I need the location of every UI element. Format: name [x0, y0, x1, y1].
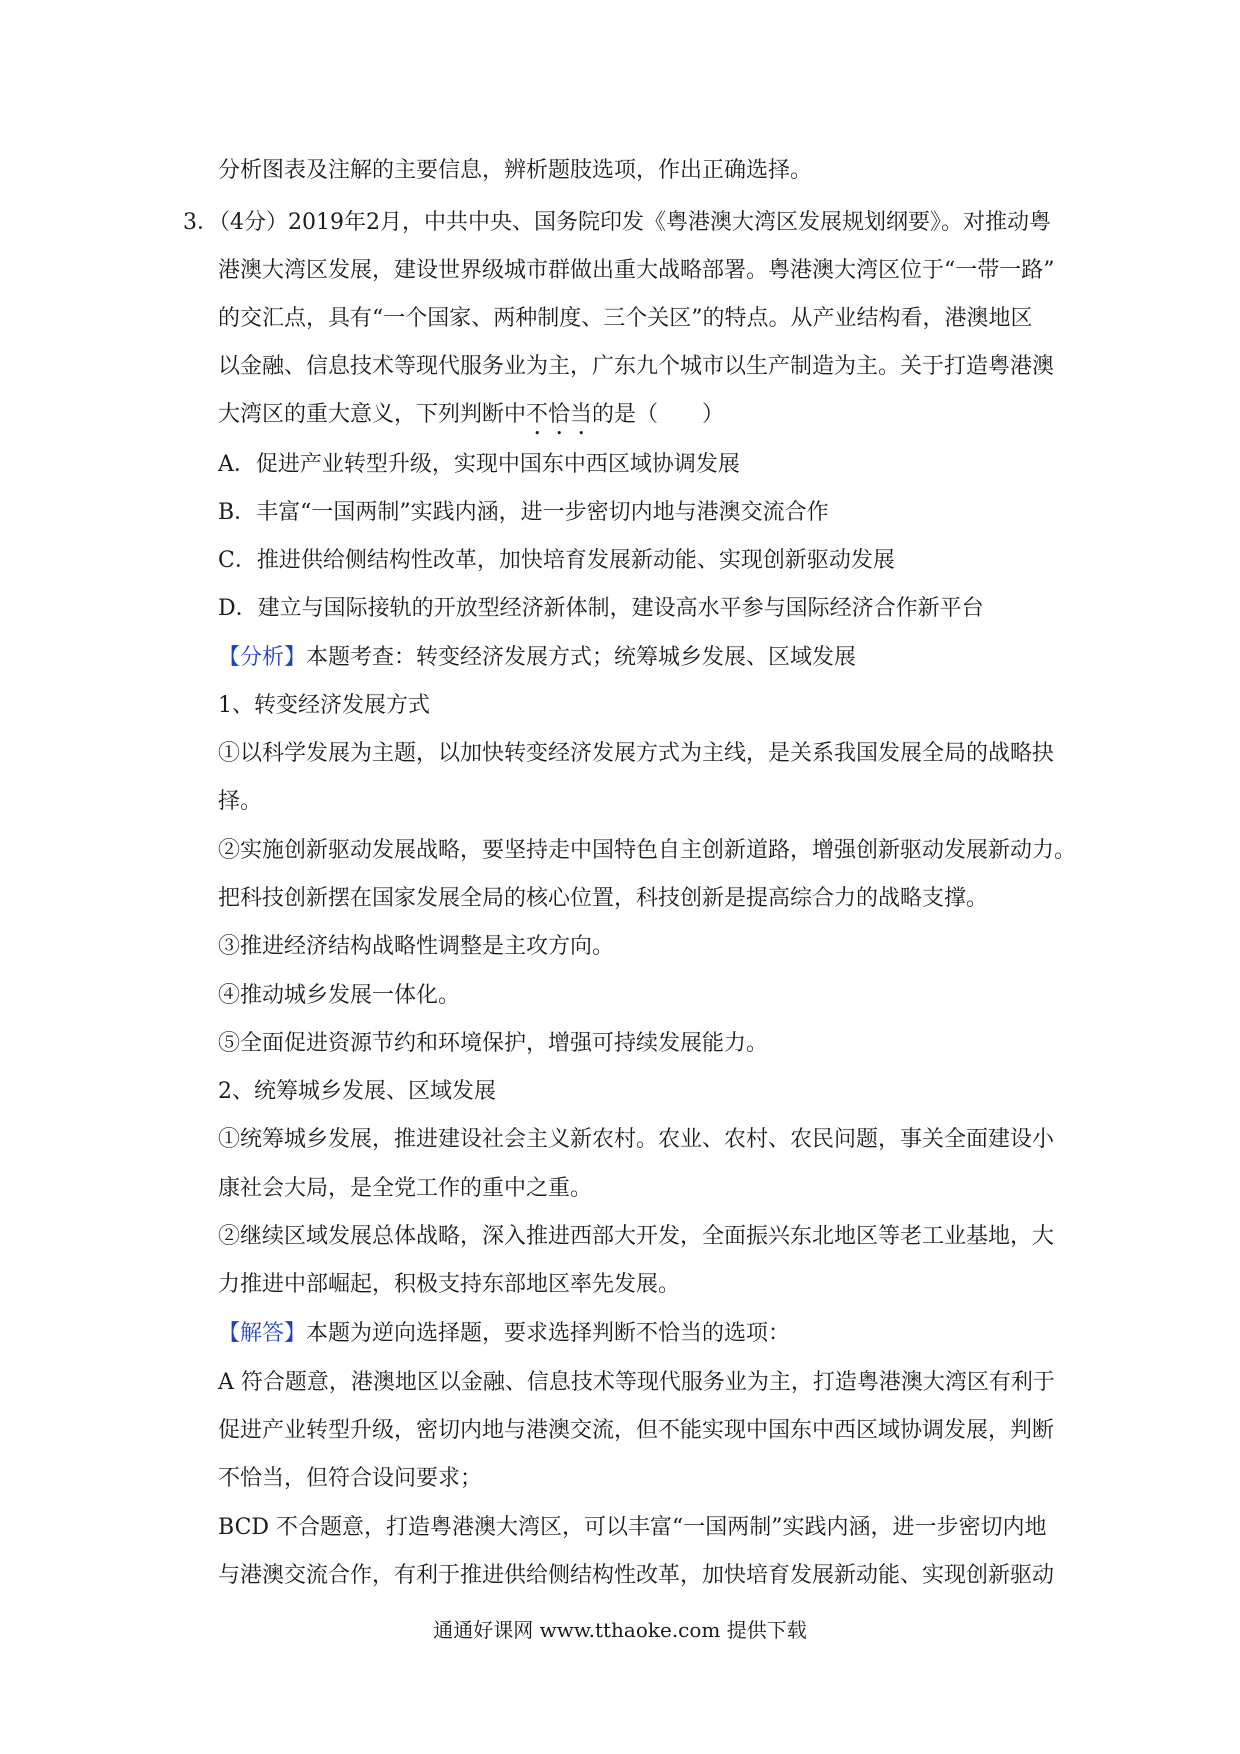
text-line: 择。: [218, 789, 263, 814]
text-line: ③推进经济结构战略性调整是主攻方向。: [218, 934, 615, 959]
text-line: 1、转变经济发展方式: [218, 693, 430, 718]
option-a: A．促进产业转型升级，实现中国东中西区域协调发展: [218, 452, 740, 477]
page-footer: 通通好课网 www.tthaoke.com 提供下载: [433, 1618, 807, 1642]
option-b: B．丰富“一国两制”实践内涵，进一步密切内地与港澳交流合作: [218, 500, 829, 525]
text-line: ②继续区域发展总体战略，深入推进西部大开发，全面振兴东北地区等老工业基地，大: [218, 1224, 1055, 1249]
text-line: 不恰当，但符合设问要求；: [218, 1466, 483, 1491]
text-line: BCD 不合题意，打造粤港澳大湾区，可以丰富“一国两制”实践内涵，进一步密切内地: [218, 1515, 1047, 1540]
question-stem-last-line: [218, 400, 1058, 440]
text-line: ④推动城乡发展一体化。: [218, 983, 461, 1008]
question-stem-line: 的交汇点，具有“一个国家、两种制度、三个关区”的特点。从产业结构看，港澳地区: [218, 306, 1033, 331]
analysis-tag: 【分析】: [218, 645, 307, 670]
question-stem-line: 3．（4分）2019年2月，中共中央、国务院印发《粤港澳大湾区发展规划纲要》。对推动粤: [183, 210, 1051, 235]
option-c: C．推进供给侧结构性改革，加快培育发展新动能、实现创新驱动发展: [218, 548, 895, 573]
text-line: 促进产业转型升级，密切内地与港澳交流，但不能实现中国东中西区域协调发展，判断: [218, 1418, 1055, 1443]
question-stem-line: 以金融、信息技术等现代服务业为主，广东九个城市以生产制造为主。关于打造粤港澳: [218, 354, 1055, 379]
option-d: D．建立与国际接轨的开放型经济新体制，建设高水平参与国际经济合作新平台: [218, 596, 984, 621]
answer-text: 本题为逆向选择题，要求选择判断不恰当的选项：: [306, 1321, 791, 1346]
answer-line: [218, 1319, 1058, 1349]
emphasized-text: 不恰当: [526, 402, 593, 427]
text-line: ⑤全面促进资源节约和环境保护，增强可持续发展能力。: [218, 1031, 769, 1056]
text-line: ②实施创新驱动发展战略，要坚持走中国特色自主创新道路，增强创新驱动发展新动力。: [218, 838, 1077, 863]
text-line: 2、统筹城乡发展、区域发展: [218, 1079, 496, 1104]
text-line: ①统筹城乡发展，推进建设社会主义新农村。农业、农村、农民问题，事关全面建设小: [218, 1127, 1055, 1152]
answer-tag: 【解答】: [218, 1321, 307, 1346]
stem-text: 大湾区的重大意义，下列判断中: [218, 402, 527, 427]
text-line: 分析图表及注解的主要信息，辨析题肢选项，作出正确选择。: [218, 158, 813, 183]
text-line: 力推进中部崛起，积极支持东部地区率先发展。: [218, 1272, 681, 1297]
text-line: 康社会大局，是全党工作的重中之重。: [218, 1176, 593, 1201]
question-stem-line: 港澳大湾区发展，建设世界级城市群做出重大战略部署。粤港澳大湾区位于“一带一路”: [218, 258, 1055, 283]
text-line: ①以科学发展为主题，以加快转变经济发展方式为主线，是关系我国发展全局的战略抉: [218, 741, 1055, 766]
text-line: 与港澳交流合作，有利于推进供给侧结构性改革，加快培育发展新动能、实现创新驱动: [218, 1563, 1055, 1588]
stem-text: 的是（ ）: [592, 402, 725, 427]
text-line: A 符合题意，港澳地区以金融、信息技术等现代服务业为主，打造粤港澳大湾区有利于: [218, 1370, 1055, 1395]
analysis-text: 本题考查：转变经济发展方式；统筹城乡发展、区域发展: [306, 645, 857, 670]
analysis-line: [218, 643, 1058, 673]
text-line: 把科技创新摆在国家发展全局的核心位置，科技创新是提高综合力的战略支撑。: [218, 886, 989, 911]
